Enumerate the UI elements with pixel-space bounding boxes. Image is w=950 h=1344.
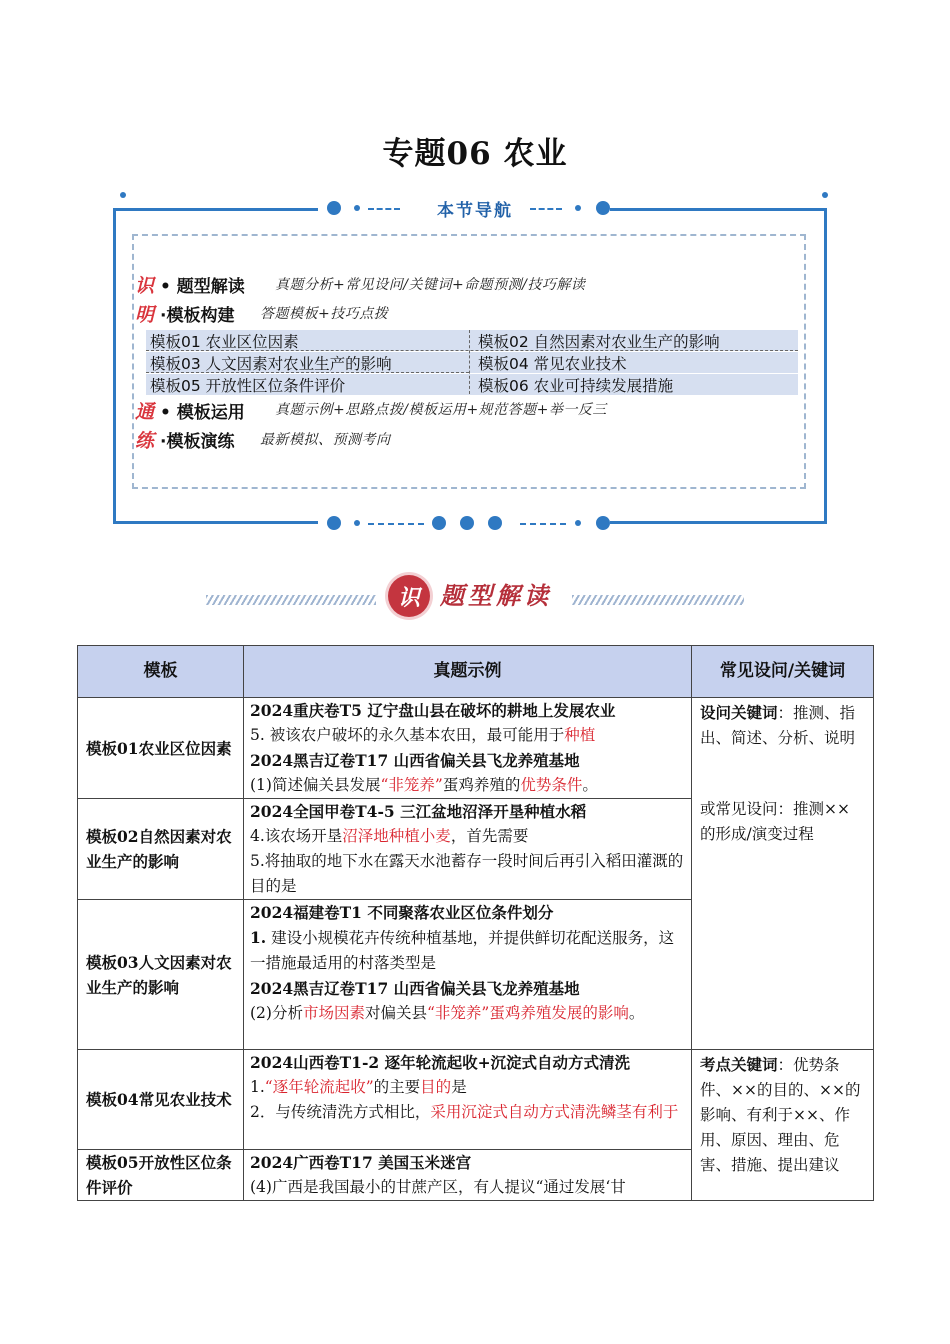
keywords-cell-questions — [692, 698, 874, 1050]
nav-dot — [432, 516, 446, 530]
example-question — [250, 824, 685, 849]
question-text-segment: 蛋鸡养殖的 — [442, 776, 521, 794]
question-text-segment: “非笼养”蛋鸡养殖发展的影响 — [427, 1004, 629, 1022]
template-name-cell: 模板03人文因素对农业生产的影响 — [78, 900, 244, 1050]
nav-item-template-build[interactable]: ·模板构建 — [160, 306, 235, 326]
nav-char-lian: 练 — [135, 430, 155, 452]
template-link-02[interactable]: 模板02 自然因素对农业生产的影响 — [478, 333, 720, 351]
nav-char-tong: 通 — [135, 401, 155, 423]
col-header-keywords: 常见设问/关键词 — [692, 646, 874, 698]
example-cell — [244, 799, 692, 900]
keyword-label: 考点关键词 — [700, 1055, 778, 1074]
point-keywords — [700, 1052, 865, 1178]
example-cell — [244, 1050, 692, 1150]
nav-char-ming: 明 — [135, 304, 155, 326]
nav-item-question-types[interactable]: • 题型解读 — [160, 277, 245, 297]
template-link-01[interactable]: 模板01 农业区位因素 — [150, 333, 299, 351]
example-question — [250, 773, 685, 798]
question-text-segment: 的主要 — [373, 1078, 421, 1096]
keyword-label: 设问关键词 — [700, 703, 778, 722]
question-text-segment: 沼泽地种植小麦 — [342, 827, 451, 845]
nav-title: 本节导航 — [437, 201, 513, 221]
question-text-segment: 是 — [451, 1078, 467, 1096]
nav-dot — [488, 516, 502, 530]
template-name-cell: 模板05开放性区位条件评价 — [78, 1150, 244, 1201]
keyword-list: ：推测、指出、简述、分析、说明 — [700, 704, 856, 747]
question-text-segment: ，首先需要 — [450, 827, 529, 845]
example-heading: 2024广西卷T17 美国玉米迷宫 — [250, 1153, 472, 1172]
example-question — [250, 1075, 685, 1100]
table-row — [78, 1050, 874, 1150]
template-link-05[interactable]: 模板05 开放性区位条件评价 — [150, 377, 346, 395]
question-type-table — [77, 645, 874, 1201]
nav-dot — [596, 516, 610, 530]
question-text-segment: 建设小规模花卉传统种植基地，并提供鲜切花配送服务，这一措施最适用的村落类型是 — [250, 929, 675, 972]
banner-stripe-left — [206, 595, 376, 605]
template-link-03[interactable]: 模板03 人文因素对农业生产的影响 — [150, 355, 392, 373]
example-heading: 2024福建卷T1 不同聚落农业区位条件划分 — [250, 903, 554, 922]
example-question — [250, 1100, 685, 1125]
example-question — [250, 849, 685, 899]
example-cell — [244, 900, 692, 1050]
banner-stripe-right — [572, 595, 744, 605]
nav-dash — [520, 523, 566, 525]
example-heading: 2024山西卷T1-2 逐年轮流起收+沉淀式自动方式清洗 — [250, 1053, 631, 1072]
question-text-segment: 4.该农场开垦 — [250, 827, 343, 845]
question-text-segment: 对偏关县 — [364, 1004, 427, 1022]
nav-item-desc: 答题模板+技巧点拨 — [260, 306, 389, 322]
example-cell — [244, 1150, 692, 1201]
question-text-segment: 市场因素 — [302, 1004, 365, 1022]
question-text-segment: “非笼养” — [380, 776, 443, 794]
keywords-cell-points — [692, 1050, 874, 1201]
question-text-segment: 目的 — [420, 1078, 452, 1096]
nav-bottom-line-left — [113, 521, 318, 524]
nav-dot — [460, 516, 474, 530]
template-name-cell: 模板01农业区位因素 — [78, 698, 244, 799]
question-text-segment: 。 — [628, 1004, 645, 1022]
template-link-04[interactable]: 模板04 常见农业技术 — [478, 355, 627, 373]
example-heading: 2024黑吉辽卷T17 山西省偏关县飞龙养殖基地 — [250, 979, 580, 998]
question-text-segment: (2)分析 — [250, 1004, 303, 1022]
nav-item-desc: 真题示例+思路点拨/模板运用+规范答题+举一反三 — [275, 402, 607, 418]
template-link-06[interactable]: 模板06 农业可持续发展措施 — [478, 377, 674, 395]
nav-item-desc: 真题分析+常见设问/关键词+命题预测/技巧解读 — [275, 277, 586, 293]
col-header-template: 模板 — [78, 646, 244, 698]
question-text-segment: (1)简述偏关县发展 — [250, 776, 381, 794]
example-question — [250, 723, 685, 748]
example-cell — [244, 698, 692, 799]
template-divider — [469, 330, 470, 394]
nav-item-template-practice[interactable]: ·模板演练 — [160, 432, 235, 452]
example-heading: 2024重庆卷T5 辽宁盘山县在破坏的耕地上发展农业 — [250, 701, 616, 720]
nav-char-shi: 识 — [135, 275, 155, 297]
section-badge-icon: 识 — [388, 575, 430, 617]
question-text-segment: 优势条件 — [520, 776, 583, 794]
question-text-segment: 采用沉淀式自动方式清洗鳞茎有利于 — [430, 1103, 679, 1121]
nav-dash — [368, 523, 424, 525]
page-title: 专题06 农业 — [382, 136, 568, 172]
example-question — [250, 1001, 685, 1026]
example-question — [250, 1175, 685, 1200]
nav-item-desc: 最新模拟、预测考向 — [260, 432, 391, 448]
template-name-cell: 模板04常见农业技术 — [78, 1050, 244, 1150]
example-question — [250, 925, 685, 976]
example-heading: 2024全国甲卷T4-5 三江盆地沼泽开垦种植水稻 — [250, 802, 587, 821]
col-header-examples: 真题示例 — [244, 646, 692, 698]
question-text-segment: 2．与传统清洗方式相比， — [250, 1103, 431, 1121]
question-text-segment: 5.将抽取的地下水在露天水池蓄存一段时间后再引入稻田灌溉的目的是 — [250, 852, 684, 895]
section-title: 题型解读 — [440, 581, 552, 610]
nav-item-template-use[interactable]: • 模板运用 — [160, 403, 245, 423]
question-keywords — [700, 700, 865, 751]
question-text-segment: 1. — [250, 928, 267, 947]
template-name-cell: 模板02自然因素对农业生产的影响 — [78, 799, 244, 900]
question-text-segment: 。 — [582, 776, 598, 794]
table-row — [78, 698, 874, 799]
common-question-pattern: 或常见设问：推测××的形成/演变过程 — [700, 800, 850, 843]
question-text-segment: “逐年轮流起收” — [264, 1078, 374, 1096]
nav-dot — [327, 516, 341, 530]
nav-dot — [354, 520, 360, 526]
keyword-list: ：优势条件、××的目的、××的影响、有利于××、作用、原因、理由、危害、措施、提出建议 — [700, 1056, 861, 1174]
question-text-segment: 1. — [250, 1078, 265, 1096]
nav-dot — [575, 520, 581, 526]
example-heading: 2024黑吉辽卷T17 山西省偏关县飞龙养殖基地 — [250, 751, 580, 770]
question-text-segment: 5. 被该农户破坏的永久基本农田，最可能用于 — [250, 726, 565, 744]
question-text-segment: 种植 — [564, 726, 596, 744]
nav-bottom-line-right — [610, 521, 827, 524]
question-text-segment: (4)广西是我国最小的甘蔗产区，有人提议“通过发展‘甘 — [250, 1178, 626, 1196]
